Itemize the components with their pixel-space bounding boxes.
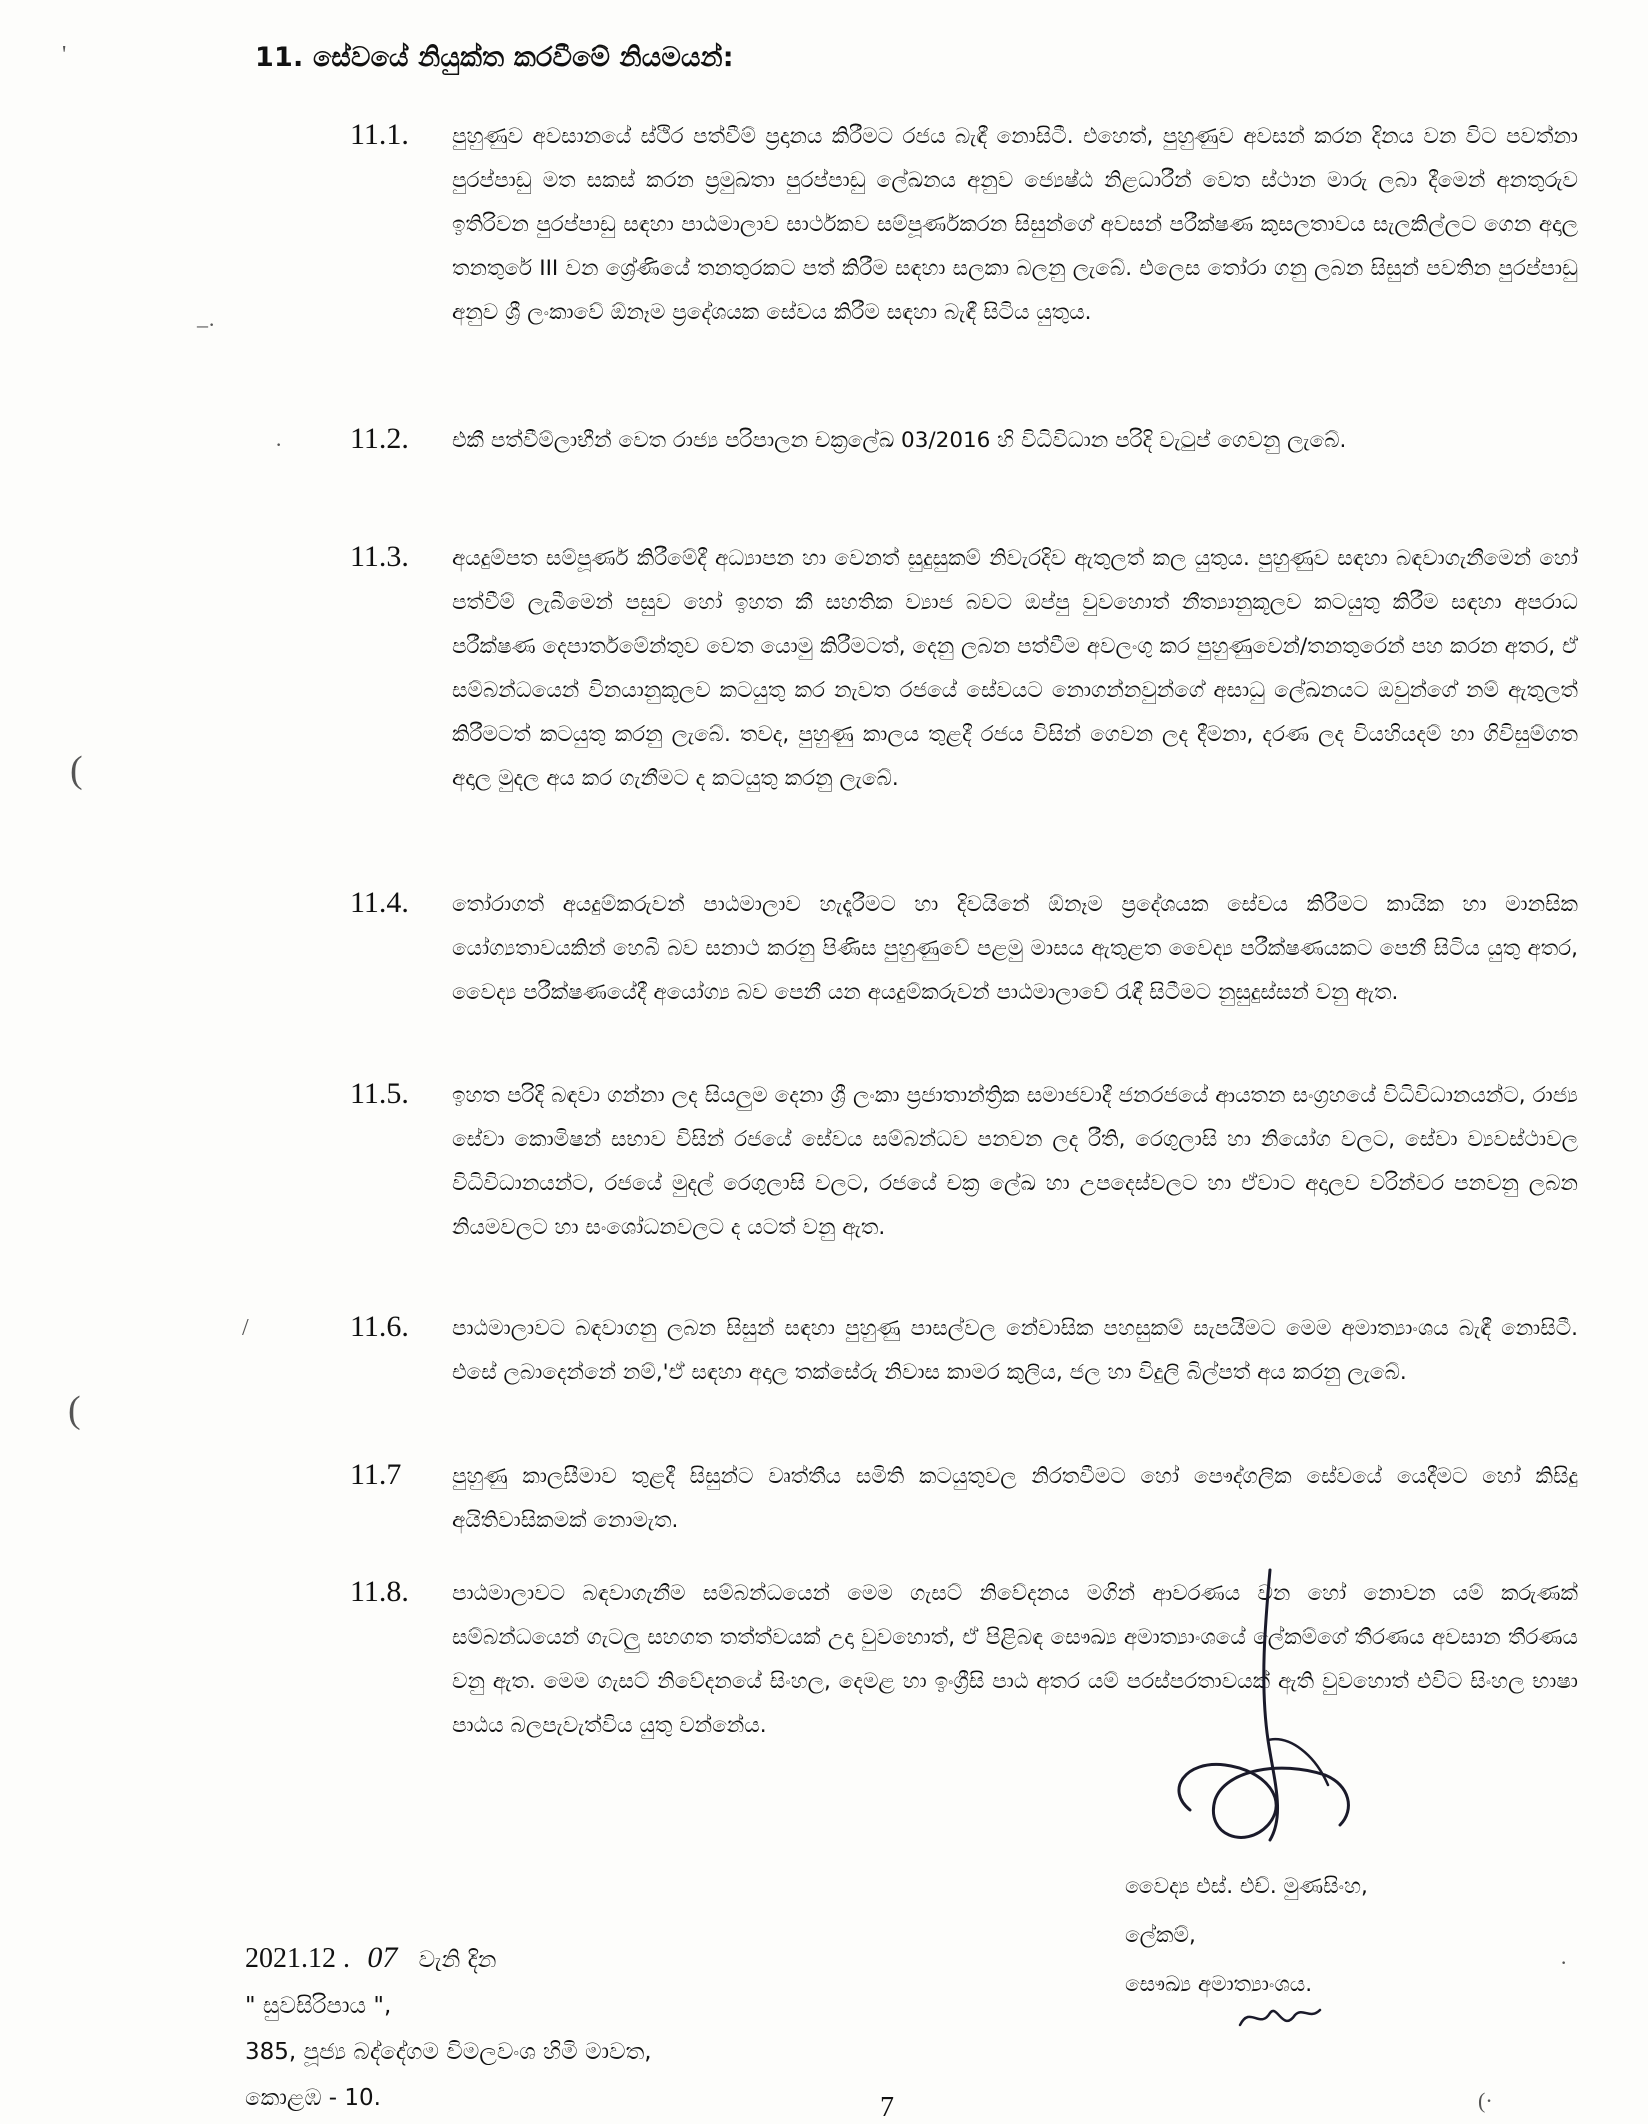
scan-mark: –· <box>197 312 216 337</box>
date-line <box>245 1935 652 1983</box>
section-heading: 11. සේවයේ නියුක්ත කරවීමේ නියමයන්: <box>255 42 734 73</box>
scan-mark: ( <box>70 749 83 791</box>
clause-number: 11.7 <box>350 1458 402 1491</box>
scan-mark: (· <box>1478 2088 1493 2113</box>
date-day-handwritten: 07 <box>367 1941 398 1974</box>
clause-number: 11.3. <box>350 540 409 573</box>
signatory-ministry: සෞඛ්‍ය අමාත්‍යාංශය. <box>1125 1972 1313 1997</box>
clause-number: 11.5. <box>350 1077 409 1110</box>
signatory-name: වෛද්‍ය එස්. එච්. මුණසිංහ, <box>1125 1874 1368 1899</box>
date-address-block <box>245 1935 652 2121</box>
date-suffix: වැනි දින <box>418 1947 497 1973</box>
page-number: 7 <box>880 2092 894 2123</box>
clause-text: අයදුම්පත සම්පූර්ණ කිරීමේදී අධ්‍යාපන හා වෙනත් සුදුසුකම් නිවැරදිව ඇතුලත් කල යුතුය. පුහුණුව සඳහා බඳවාගැනීමෙන් හෝ පත්වීම් ලැබීමෙන් පසුව හෝ ඉහත කී සහතික ව්‍යාජ බවට ඔප්පු වුවහොත් නීත්‍යානුකූලව කටයුතු කිරීම සඳහා අපරාධ පරීක්ෂණ දෙපාර්තමේන්තුව වෙත යොමු කිරීමටත්, දෙනු ලබන පත්වීම අවලංගු කර පුහුණුවෙන්/තනතුරෙන් පහ කරන අතර, ඒ සම්බන්ධයෙන් විනයානුකූලව කටයුතු කර නැවත රජයේ සේවයට නොගන්නවුන්ගේ අසාධු ලේඛනයට ඔවුන්ගේ නම් ඇතුලත් කිරීමටත් කටයුතු කරනු ලැබේ. තවද, පුහුණු කාලය තුළදී රජය විසින් ගෙවන ලද දීමනා, දරණ ලද වියහියදම් හා ගිවිසුම්ගත අදාල මුදල අය කර ගැනීමට ද කටයුතු කරනු ලැබේ. <box>452 546 1578 791</box>
clause-number: 11.1. <box>350 118 409 151</box>
signatory-title: ලේකම්, <box>1125 1923 1196 1948</box>
clause-number: 11.4. <box>350 886 409 919</box>
date-prefix: 2021.12 . <box>245 1943 350 1974</box>
address-street: 385, පූජ්‍ය බද්දේගම විමලවංශ හිමි මාවත, <box>245 2039 652 2065</box>
clause-text: ඉහත පරිදි බඳවා ගන්නා ලද සියලුම දෙනා ශ්‍රී ලංකා ප්‍රජාතාන්ත්‍රික සමාජවාදී ජනරජයේ ආයතන සංග්‍රහයේ විධිවිධානයන්ට, රාජ්‍ය සේවා කොමිෂන් සභාව විසින් රජයේ සේවය සම්බන්ධව පනවන ලද රීති, රෙගුලාසි හා නියෝග වලට, සේවා ව්‍යවස්ථාවල විධිවිධානයන්ට, රජයේ මුදල් රෙගුලාසි වලට, රජයේ චක්‍ර ලේඛ හා උපදෙස්වලට හා ඒවාට අදාලව වරින්වර පනවනු ලබන නියමවලට හා සංශෝධනවලට ද යටත් වනු ඇත. <box>452 1083 1578 1240</box>
clause-text: පුහුණු කාලසීමාව තුළදී සිසුන්ට වෘත්තීය සමිති කටයුතුවල නිරතවීමට හෝ පෞද්ගලික සේවයේ යෙදීමට හෝ කිසිදු අයිතිවාසිකමක් නොමැත. <box>452 1464 1578 1533</box>
clause-number: 11.6. <box>350 1310 409 1343</box>
scan-mark: ' <box>62 42 67 68</box>
scan-mark: · <box>275 432 283 457</box>
signatory-block <box>1125 1862 1368 2009</box>
clause-text: පුහුණුව අවසානයේ ස්ථිර පත්වීම් ප්‍රදානය කිරීමට රජය බැඳී නොසිටී. එහෙත්, පුහුණුව අවසන් කරන දිනය වන විට පවත්නා පුරප්පාඩු මත සකස් කරන ප්‍රමුඛතා පුරප්පාඩු ලේඛනය අනුව ජ්‍යෙෂ්ඨ නිළධාරීන් වෙත ස්ථාන මාරු ලබා දීමෙන් අනතුරුව ඉතිරිවන පුරප්පාඩු සඳහා පාඨමාලාව සාර්ථකව සම්පූර්ණකරන සිසුන්ගේ අවසන් පරීක්ෂණ කුසලතාවය සැලකිල්ලට ගෙන අදාල තනතුරේ III වන ශ්‍රේණියේ තනතුරකට පත් කිරීම සඳහා සලකා බලනු ලැබේ. එලෙස තෝරා ගනු ලබන සිසුන් පවතින පුරප්පාඩු අනුව ශ්‍රී ලංකාවේ ඕනෑම ප්‍රදේශයක සේවය කිරීම සඳහා බැඳී සිටිය යුතුය. <box>452 124 1578 325</box>
address-city: කොළඹ - 10. <box>245 2085 381 2111</box>
clause-number: 11.2. <box>350 422 409 455</box>
clause-text: එකී පත්වීම්ලාභීන් වෙත රාජ්‍ය පරිපාලන චක්‍රලේඛ 03/2016 හි විධිවිධාන පරිදි වැටුප් ගෙවනු ලැබේ. <box>452 428 1347 453</box>
clause-text: පාඨමාලාවට බඳවාගැනීම සම්බන්ධයෙන් මෙම ගැසට් නිවේදනය මගින් ආවරණය වන හෝ නොවන යම් කරුණක් සම්බන්ධයෙන් ගැටලු සහගත තත්ත්වයක් උදා වුවහොත්, ඒ පිළිබඳ සෞඛ්‍ය අමාත්‍යාංශයේ ලේකම්ගේ තීරණය අවසාන තීරණය වනු ඇත. මෙම ගැසට් නිවේදනයේ සිංහල, දෙමළ හා ඉංග්‍රීසි පාඨ අතර යම් පරස්පරතාවයක් ඇති වුවහොත් එවිට සිංහල භාෂා පාඨය බලපැවැත්විය යුතු වන්නේය. <box>452 1581 1578 1738</box>
clause-text: තෝරාගත් අයදුම්කරුවන් පාඨමාලාව හැදෑරීමට හා දිවයිනේ ඕනෑම ප්‍රදේශයක සේවය කිරීමට කායික හා මානසික යෝග්‍යතාවයකින් හෙබි බව සනාථ කරනු පිණිස පුහුණුවේ පළමු මාසය ඇතුළත වෛද්‍ය පරීක්ෂණයකට පෙනී සිටිය යුතු අතර, වෛද්‍ය පරීක්ෂණයේදී අයෝග්‍ය බව පෙනී යන අයදුම්කරුවන් පාඨමාලාවේ රැඳී සිටීමට නුසුදුස්සන් වනු ඇත. <box>452 892 1578 1005</box>
signature-image <box>1150 1565 1410 1875</box>
scan-mark: ( <box>68 1389 81 1431</box>
address-building: " සුවසිරිපාය ", <box>245 1993 392 2019</box>
scan-mark: / <box>242 1315 249 1341</box>
initial-mark <box>1235 1995 1325 2040</box>
scan-mark: · <box>1560 1950 1568 1975</box>
clause-number: 11.8. <box>350 1575 409 1608</box>
clause-text: පාඨමාලාවට බඳවාගනු ලබන සිසුන් සඳහා පුහුණු පාසල්වල නේවාසික පහසුකම් සැපයීමට මෙම අමාත්‍යාංශය බැඳී නොසිටී. එසේ ලබාදෙන්නේ නම්,'ඒ සඳහා අදාල තක්සේරු නිවාස කාමර කුලිය, ජල හා විදුලි බිල්පත් අය කරනු ලැබේ. <box>452 1316 1578 1385</box>
